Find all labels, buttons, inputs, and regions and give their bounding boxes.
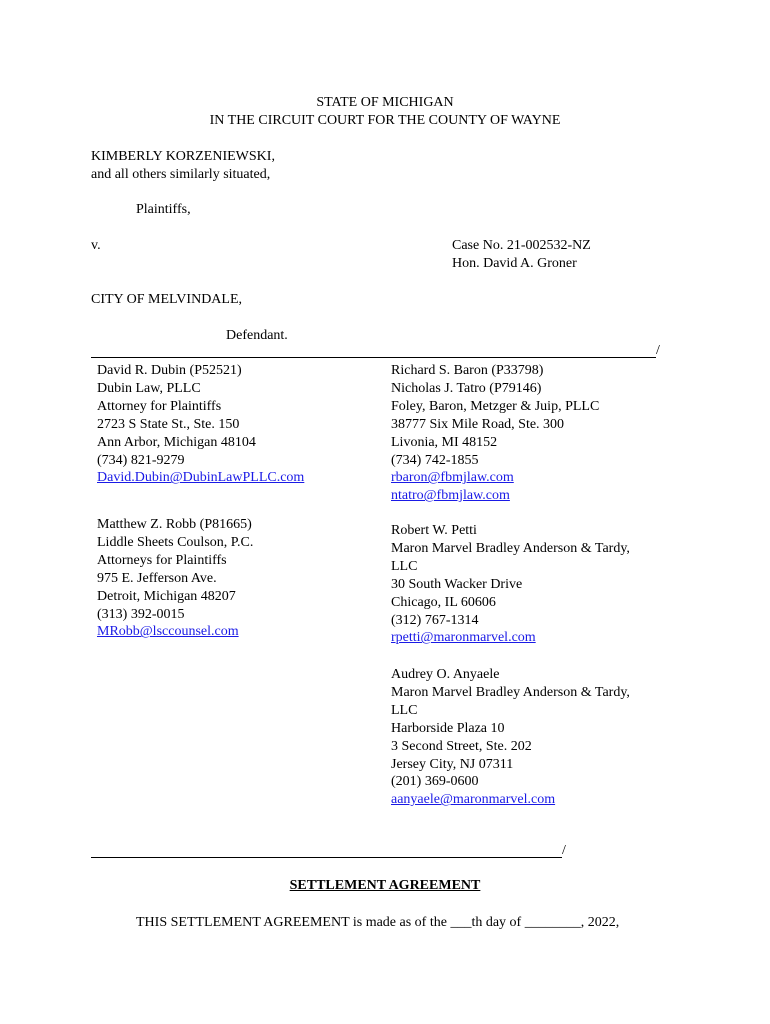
counsel-plaintiff-robb: [97, 516, 253, 641]
defendant-name: CITY OF MELVINDALE,: [91, 292, 243, 307]
counsel-line: 3 Second Street, Ste. 202: [391, 738, 532, 754]
counsel-line: 38777 Six Mile Road, Ste. 300: [391, 416, 565, 432]
counsel-line: Jersey City, NJ 07311: [391, 756, 514, 772]
agreement-opening: THIS SETTLEMENT AGREEMENT is made as of the ___th day of ________, 2022,: [136, 915, 620, 930]
email-link[interactable]: David.Dubin@DubinLawPLLC.com: [97, 470, 305, 486]
plaintiff-name: KIMBERLY KORZENIEWSKI,: [91, 149, 275, 164]
counsel-line: Audrey O. Anyaele: [391, 667, 500, 682]
counsel-line: Maron Marvel Bradley Anderson & Tardy,: [391, 540, 630, 556]
counsel-line: Robert W. Petti: [391, 523, 477, 538]
state-heading: STATE OF MICHIGAN: [316, 95, 454, 110]
counsel-line: (313) 392-0015: [97, 606, 185, 622]
counsel-defendant-baron: [391, 362, 599, 505]
counsel-line: 975 E. Jefferson Ave.: [97, 570, 217, 586]
defendant-role: Defendant.: [226, 328, 288, 343]
counsel-line: (312) 767-1314: [391, 612, 479, 628]
counsel-line: Livonia, MI 48152: [391, 434, 498, 450]
counsel-line: Foley, Baron, Metzger & Juip, PLLC: [391, 398, 600, 414]
counsel-line: Nicholas J. Tatro (P79146): [391, 380, 542, 396]
email-link[interactable]: aanyaele@maronmarvel.com: [391, 792, 556, 808]
counsel-line: Matthew Z. Robb (P81665): [97, 517, 252, 532]
caption-divider: [91, 357, 656, 358]
counsel-line: Harborside Plaza 10: [391, 720, 505, 736]
counsel-line: Chicago, IL 60606: [391, 594, 496, 610]
email-link[interactable]: ntatro@fbmjlaw.com: [391, 488, 510, 504]
counsel-line: LLC: [391, 702, 418, 718]
plaintiff-role: Plaintiffs,: [136, 202, 191, 217]
email-link[interactable]: rbaron@fbmjlaw.com: [391, 470, 514, 486]
counsel-line: (734) 821-9279: [97, 452, 185, 468]
case-number: Case No. 21-002532-NZ: [452, 238, 591, 253]
counsel-divider: [91, 857, 562, 858]
counsel-line: (201) 369-0600: [391, 774, 479, 790]
counsel-line: LLC: [391, 558, 418, 574]
counsel-line: Attorney for Plaintiffs: [97, 398, 222, 414]
court-heading: IN THE CIRCUIT COURT FOR THE COUNTY OF WAYNE: [209, 113, 561, 128]
counsel-line: (734) 742-1855: [391, 452, 479, 468]
counsel-line: Dubin Law, PLLC: [97, 380, 201, 396]
counsel-line: Ann Arbor, Michigan 48104: [97, 434, 256, 450]
agreement-title: SETTLEMENT AGREEMENT: [289, 878, 481, 893]
counsel-line: Attorneys for Plaintiffs: [97, 552, 227, 568]
caption-divider-slash: /: [656, 343, 660, 358]
counsel-divider-slash: /: [562, 843, 566, 858]
counsel-line: Liddle Sheets Coulson, P.C.: [97, 534, 254, 550]
judge-name: Hon. David A. Groner: [452, 256, 577, 271]
plaintiff-description: and all others similarly situated,: [91, 167, 271, 182]
email-link[interactable]: rpetti@maronmarvel.com: [391, 630, 536, 646]
counsel-plaintiff-dubin: [97, 362, 304, 487]
counsel-defendant-petti: [391, 522, 630, 647]
counsel-line: Richard S. Baron (P33798): [391, 363, 544, 378]
counsel-line: Detroit, Michigan 48207: [97, 588, 236, 604]
counsel-line: 2723 S State St., Ste. 150: [97, 416, 240, 432]
counsel-line: 30 South Wacker Drive: [391, 576, 523, 592]
versus: v.: [91, 238, 101, 253]
counsel-defendant-anyaele: [391, 666, 630, 809]
counsel-line: David R. Dubin (P52521): [97, 363, 242, 378]
email-link[interactable]: MRobb@lsccounsel.com: [97, 624, 239, 640]
counsel-line: Maron Marvel Bradley Anderson & Tardy,: [391, 684, 630, 700]
